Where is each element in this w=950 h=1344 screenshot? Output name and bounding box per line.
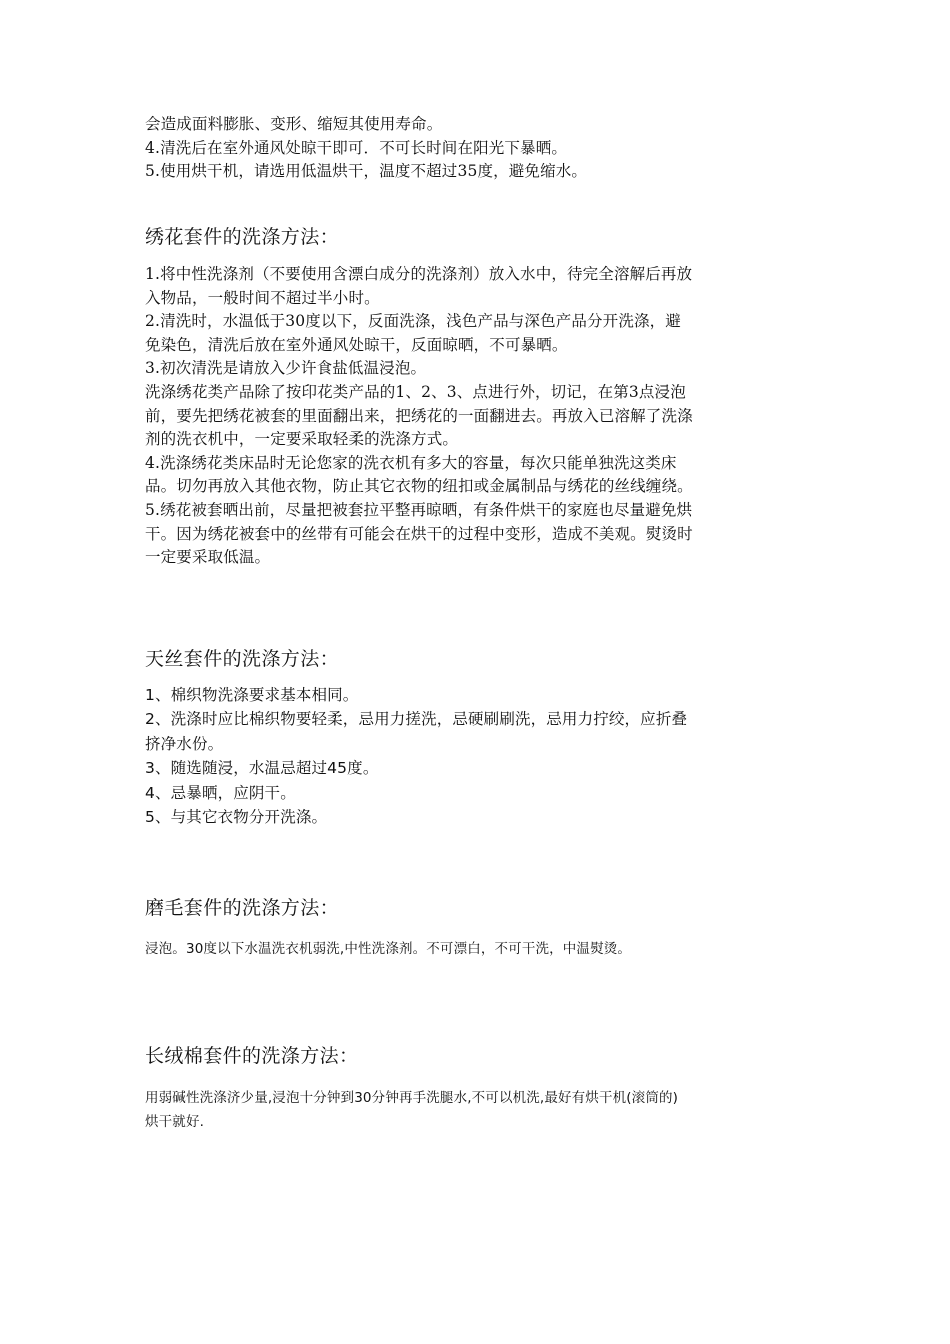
embroidery-line: 入物品，一般时间不超过半小时。 [145,288,380,307]
embroidery-line: 1.将中性洗涤剂（不要使用含漂白成分的洗涤剂）放入水中，待完全溶解后再放 [145,265,693,283]
intro-line: 5.使用烘干机，请选用低温烘干，温度不超过35度，避免缩水。 [145,162,588,181]
tencel-line: 5、与其它衣物分开洗涤。 [145,808,328,827]
longstaple-heading: 长绒棉套件的洗涤方法： [145,1045,359,1067]
longstaple-section [145,1086,810,1134]
embroidery-line: 4.洗涤绣花类床品时无论您家的洗衣机有多大的容量，每次只能单独洗这类床 [145,453,677,472]
tencel-line: 2、洗涤时应比棉织物要轻柔，忌用力搓洗，忌硬刷刷洗，忌用力拧绞，应折叠 [145,710,688,729]
embroidery-line: 洗涤绣花类产品除了按印花类产品的1、2、3、点进行外，切记，在第3点浸泡 [145,382,686,401]
embroidery-line: 免染色，清洗后放在室外通风处晾干，反面晾晒，不可暴晒。 [145,335,568,354]
intro-section [145,113,810,184]
tencel-line: 挤净水份。 [145,734,224,753]
embroidery-line: 前，要先把绣花被套的里面翻出来，把绣花的一面翻进去。再放入已溶解了洗涤 [145,406,693,425]
tencel-line: 4、忌暴晒，应阴干。 [145,783,296,802]
brushed-section [145,937,810,961]
intro-line: 会造成面料膨胀、变形、缩短其使用寿命。 [145,115,443,133]
longstaple-line: 烘干就好. [145,1114,205,1130]
embroidery-line: 2.清洗时，水温低于30度以下，反面洗涤，浅色产品与深色产品分开洗涤，避 [145,312,681,331]
embroidery-line: 5.绣花被套晒出前，尽量把被套拉平整再晾晒，有条件烘干的家庭也尽量避免烘 [145,500,693,519]
embroidery-line: 一定要采取低温。 [145,548,271,567]
embroidery-line: 品。切勿再放入其他衣物，防止其它衣物的纽扣或金属制品与绣花的丝线缠绕。 [145,477,693,496]
embroidery-section [145,263,810,570]
embroidery-line: 剂的洗衣机中，一定要采取轻柔的洗涤方式。 [145,430,459,449]
tencel-section [145,683,810,829]
embroidery-line: 3.初次清洗是请放入少许食盐低温浸泡。 [145,359,427,378]
tencel-line: 3、随选随浸，水温忌超过45度。 [145,759,379,778]
tencel-heading: 天丝套件的洗涤方法： [145,648,340,670]
embroidery-line: 干。因为绣花被套中的丝带有可能会在烘干的过程中变形，造成不美观。熨烫时 [145,524,693,543]
brushed-heading: 磨毛套件的洗涤方法： [145,897,340,919]
intro-line: 4.清洗后在室外通风处晾干即可．不可长时间在阳光下暴晒。 [145,138,567,157]
longstaple-line: 用弱碱性洗涤济少量,浸泡十分钟到30分钟再手洗腿水,不可以机洗,最好有烘干机(滚筒的) [145,1090,679,1106]
brushed-line: 浸泡。30度以下水温洗衣机弱洗,中性洗涤剂。不可漂白，不可干洗，中温熨烫。 [145,941,632,957]
embroidery-heading: 绣花套件的洗涤方法： [145,226,340,248]
tencel-line: 1、棉织物洗涤要求基本相同。 [145,686,359,704]
